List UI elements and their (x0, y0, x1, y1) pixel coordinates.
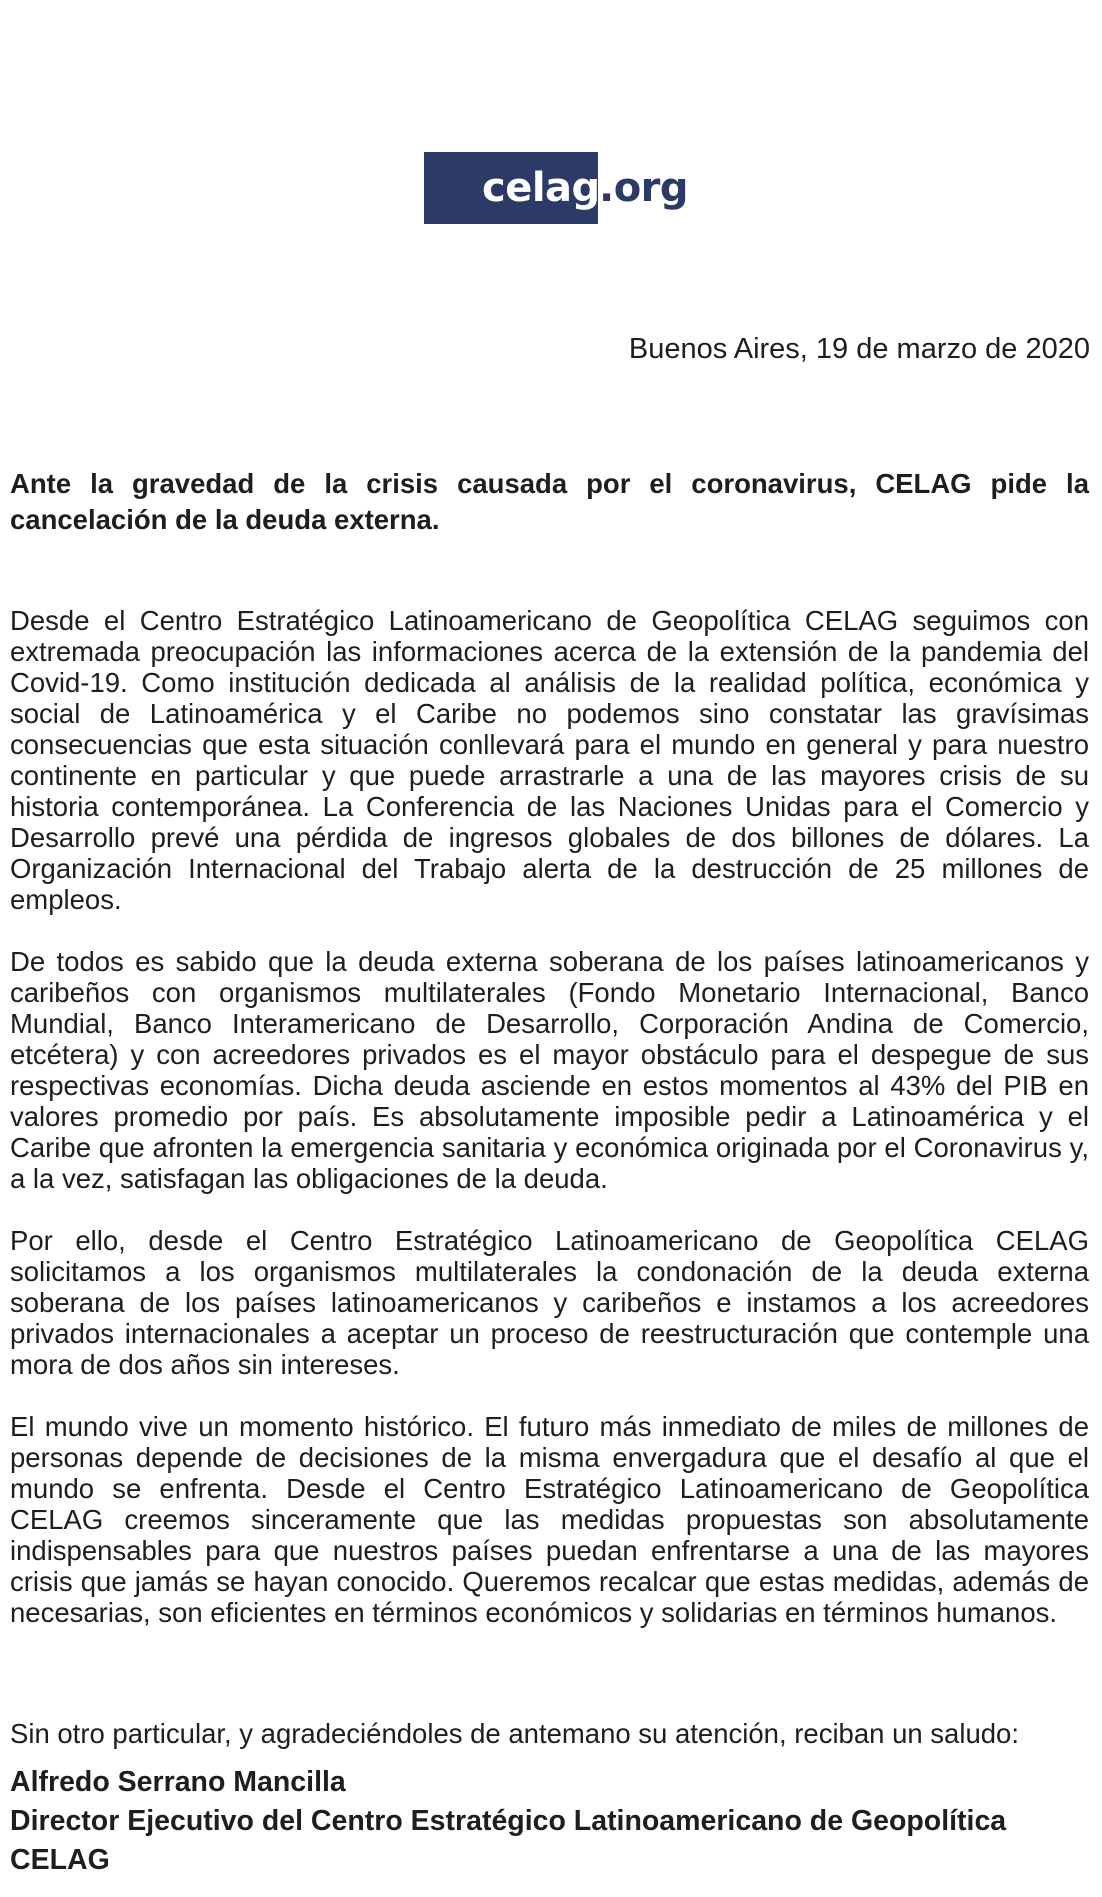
signature-name: Alfredo Serrano Mancilla (10, 1766, 346, 1798)
paragraph-3: Por ello, desde el Centro Estratégico Latinoamericano de Geopolítica CELAG solicitamos a los organismos multilaterales la condonación de la deuda externa soberana de los países latinoamericanos y caribeños e instamos a los acreedores privados internacionales a aceptar un proceso de reestructuración que contemple una mora de dos años sin intereses. (10, 1225, 1089, 1380)
letter-body (10, 605, 1089, 1659)
paragraph-1: Desde el Centro Estratégico Latinoamericano de Geopolítica CELAG seguimos con extremada preocupación las informaciones acerca de la extensión de la pandemia del Covid-19. Como institución dedicada al análisis de la realidad política, económica y social de Latinoamérica y el Caribe no podemos sino constatar las gravísimas consecuencias que esta situación conllevará para el mundo en general y para nuestro continente en particular y que puede arrastrarle a una de las mayores crisis de su historia contemporánea. La Conferencia de las Naciones Unidas para el Comercio y Desarrollo prevé una pérdida de ingresos globales de dos billones de dólares. La Organización Internacional del Trabajo alerta de la destrucción de 25 millones de empleos. (10, 605, 1089, 915)
date-line: Buenos Aires, 19 de marzo de 2020 (628, 333, 1090, 365)
paragraph-2: De todos es sabido que la deuda externa soberana de los países latinoamericanos y caribeños con organismos multilaterales (Fondo Monetario Internacional, Banco Mundial, Banco Interamericano de Desarrollo, Corporación Andina de Comercio, etcétera) y con acreedores privados es el mayor obstáculo para el despegue de sus respectivas economías. Dicha deuda asciende en estos momentos al 43% del PIB en valores promedio por país. Es absolutamente imposible pedir a Latinoamérica y el Caribe que afronten la emergencia sanitaria y económica originada por el Coronavirus y, a la vez, satisfagan las obligaciones de la deuda. (10, 946, 1089, 1194)
logo-extension: .org (599, 165, 689, 211)
logo-name: celag (424, 152, 598, 224)
closing-line: Sin otro particular, y agradeciéndoles de antemano su atención, reciban un saludo: (10, 1718, 1019, 1749)
headline: Ante la gravedad de la crisis causada por el coronavirus, CELAG pide la cancelación de la deuda externa. (10, 468, 1089, 535)
signature-org: CELAG (10, 1844, 110, 1876)
celag-logo (424, 152, 688, 224)
signature-block (10, 1763, 1100, 1880)
paragraph-4: El mundo vive un momento histórico. El futuro más inmediato de miles de millones de personas depende de decisiones de la misma envergadura que el desafío al que el mundo se enfrenta. Desde el Centro Estratégico Latinoamericano de Geopolítica CELAG creemos sinceramente que las medidas propuestas son absolutamente indispensables para que nuestros países puedan enfrentarse a una de las mayores crisis que jamás se hayan conocido. Queremos recalcar que estas medidas, además de necesarias, son eficientes en términos económicos y solidarias en términos humanos. (10, 1411, 1089, 1628)
signature-title: Director Ejecutivo del Centro Estratégico Latinoamericano de Geopolítica (10, 1805, 1007, 1837)
